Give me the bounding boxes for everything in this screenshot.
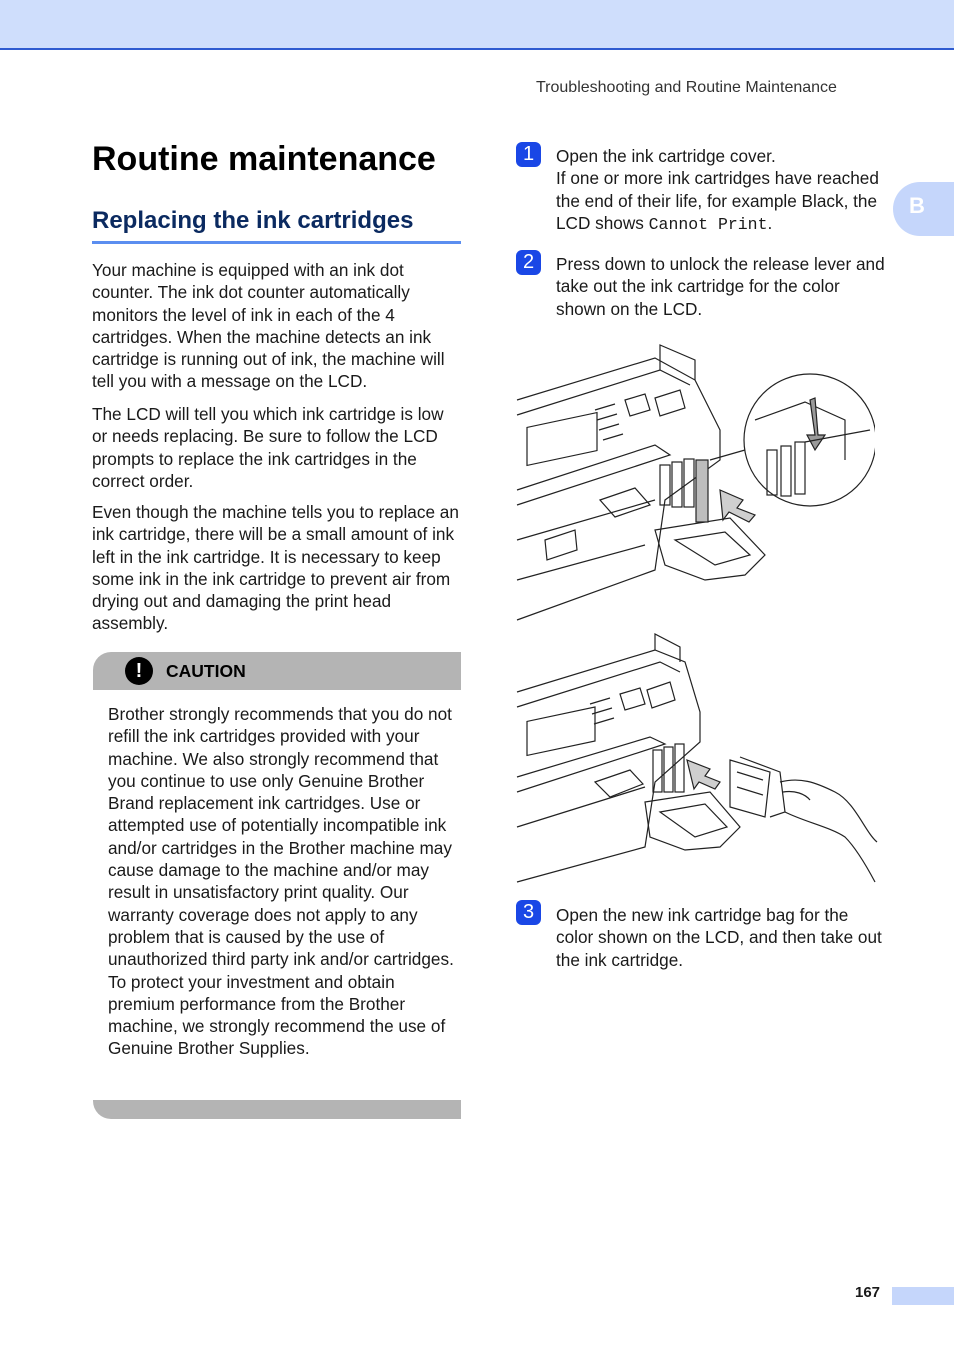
lcd-message: Cannot Print xyxy=(648,214,768,234)
paragraph-2: The LCD will tell you which ink cartridge is low or needs replacing. Be sure to follow the LCD prompts to replace the ink cartridges in the correct order. xyxy=(92,404,444,491)
caution-label: CAUTION xyxy=(166,661,246,681)
step-1-text xyxy=(556,145,886,236)
caution-text: Brother strongly recommends that you do not refill the ink cartridges provided with your machine. We also strongly recommend that you continue to use only Genuine Brother Brand replacement ink cartridges. Use or attempted use of potentially incompatible ink and/or cartridges in the Brother machine may cause damage to the machine and/or may result in unsatisfactory print quality. Our warranty coverage does not apply to any problem that is caused by the use of unauthorized third party ink and/or cartridges. To protect your investment and obtain premium performance from the Brother machine, we strongly recommend the use of Genuine Brother Supplies. xyxy=(108,704,454,1059)
step-2-text: Press down to unlock the release lever and take out the ink cartridge for the color shown on the LCD. xyxy=(556,254,885,319)
running-header: Troubleshooting and Routine Maintenance xyxy=(536,79,837,96)
step-3-text: Open the new ink cartridge bag for the color shown on the LCD, and then take out the ink cartridge. xyxy=(556,905,882,970)
caution-header xyxy=(93,652,461,690)
page-number-tab xyxy=(892,1287,954,1305)
caution-footer-bar xyxy=(93,1100,461,1119)
exclamation-icon: ! xyxy=(125,657,153,685)
paragraph-3: Even though the machine tells you to replace an ink cartridge, there will be a small amount of ink left in the ink cartridge. It is necessary to keep some ink in the ink cartridge to prevent air from drying out and damaging the print head assembly. xyxy=(92,502,459,634)
page-number: 167 xyxy=(855,1284,881,1301)
step-1-line2: If one or more ink cartridges have reached the end of their life, for example Black, the LCD shows xyxy=(556,168,879,233)
top-header-band xyxy=(0,0,954,50)
section-heading: Replacing the ink cartridges xyxy=(92,207,461,244)
remove-cartridge-illustration xyxy=(515,340,875,622)
chapter-tab xyxy=(893,182,954,236)
step-1-line1: Open the ink cartridge cover. xyxy=(556,146,776,166)
insert-cartridge-illustration xyxy=(515,632,880,884)
step-3-badge: 3 xyxy=(516,900,541,925)
paragraph-1: Your machine is equipped with an ink dot counter. The ink dot counter automatically monitors the level of ink in each of the 4 cartridges. When the machine detects an ink cartridge is running out of ink, the machine will tell you with a message on the LCD. xyxy=(92,260,445,392)
step-1-period: . xyxy=(767,212,773,233)
step-1-badge: 1 xyxy=(516,142,541,167)
page-title: Routine maintenance xyxy=(92,140,436,178)
chapter-letter: B xyxy=(909,193,925,218)
step-2-badge: 2 xyxy=(516,250,541,275)
